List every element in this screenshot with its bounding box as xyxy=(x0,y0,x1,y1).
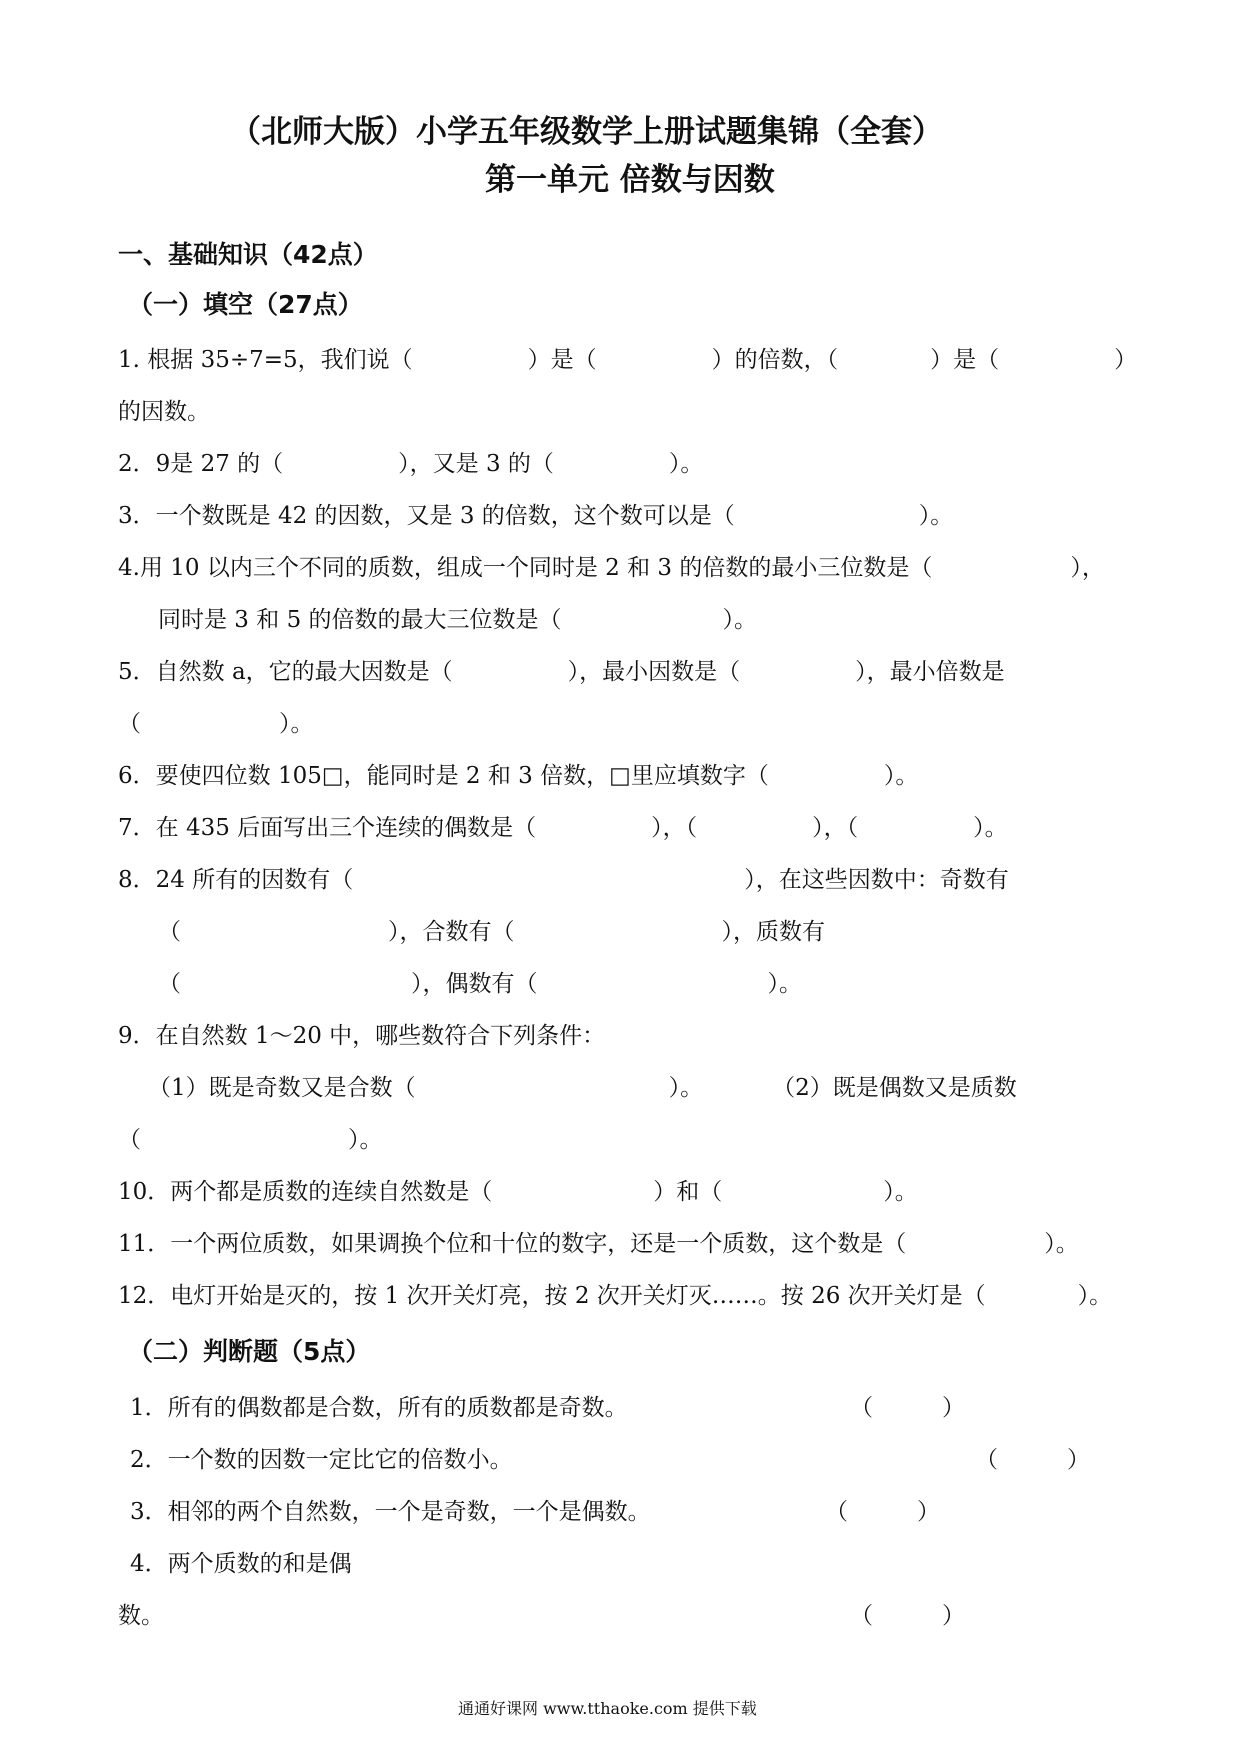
document-title: （北师大版）小学五年级数学上册试题集锦（全套） xyxy=(230,114,943,150)
question-9: 9．在自然数 1～20 中，哪些数符合下列条件： xyxy=(118,1023,606,1049)
question-5: 5．自然数 a，它的最大因数是（ ），最小因数是（ ），最小倍数是 xyxy=(118,659,1005,685)
question-1-cont: 的因数。 xyxy=(118,399,210,425)
question-7: 7．在 435 后面写出三个连续的偶数是（ ），（ ），（ ）。 xyxy=(118,815,1008,841)
judge-item-3: 3．相邻的两个自然数，一个是奇数，一个是偶数。 xyxy=(130,1499,651,1525)
subsection-heading-judge: （二）判断题（5点） xyxy=(128,1337,371,1366)
question-12: 12．电灯开始是灭的，按 1 次开关灯亮，按 2 次开关灯灭……。按 26 次开关灯是（ ）。 xyxy=(118,1283,1113,1309)
question-8-cont-1: （ ），合数有（ ），质数有 xyxy=(158,919,825,945)
question-2: 2．9是 27 的（ ），又是 3 的（ ）。 xyxy=(118,451,704,477)
unit-title: 第一单元 倍数与因数 xyxy=(485,162,775,198)
question-1: 1. 根据 35÷7=5，我们说（ ）是（ ）的倍数，（ ）是（ ） xyxy=(118,347,1138,373)
question-9-sub: （1）既是奇数又是合数（ ）。 （2）既是偶数又是质数 xyxy=(148,1075,1017,1101)
judge-item-4: 4．两个质数的和是偶 xyxy=(130,1551,352,1577)
judge-item-2: 2．一个数的因数一定比它的倍数小。 xyxy=(130,1447,513,1473)
question-4: 4.用 10 以内三个不同的质数，组成一个同时是 2 和 3 的倍数的最小三位数是（ ）， xyxy=(118,555,1105,581)
answer-bracket-2: （ ） xyxy=(975,1447,1090,1473)
answer-bracket-4: （ ） xyxy=(850,1603,965,1629)
question-4-cont: 同时是 3 和 5 的倍数的最大三位数是（ ）。 xyxy=(158,607,758,633)
question-8: 8．24 所有的因数有（ ），在这些因数中：奇数有 xyxy=(118,867,1009,893)
subsection-heading-fill: （一）填空（27点） xyxy=(128,290,363,319)
question-11: 11．一个两位质数，如果调换个位和十位的数字，还是一个质数，这个数是（ ）。 xyxy=(118,1231,1079,1257)
answer-bracket-1: （ ） xyxy=(850,1395,965,1421)
question-10: 10．两个都是质数的连续自然数是（ ）和（ ）。 xyxy=(118,1179,918,1205)
footer-source: 通通好课网 www.tthaoke.com 提供下载 xyxy=(458,1699,757,1718)
judge-item-1: 1．所有的偶数都是合数，所有的质数都是奇数。 xyxy=(130,1395,628,1421)
judge-item-4-cont: 数。 xyxy=(118,1603,164,1629)
question-6: 6．要使四位数 105□，能同时是 2 和 3 倍数，□里应填数字（ ）。 xyxy=(118,763,919,789)
question-9-cont: （ ）。 xyxy=(118,1127,383,1153)
section-heading-basics: 一、基础知识（42点） xyxy=(118,240,378,269)
question-8-cont-2: （ ），偶数有（ ）。 xyxy=(158,971,802,997)
answer-bracket-3: （ ） xyxy=(825,1499,940,1525)
question-5-cont: （ ）。 xyxy=(118,711,314,737)
question-3: 3．一个数既是 42 的因数，又是 3 的倍数，这个数可以是（ ）。 xyxy=(118,503,954,529)
